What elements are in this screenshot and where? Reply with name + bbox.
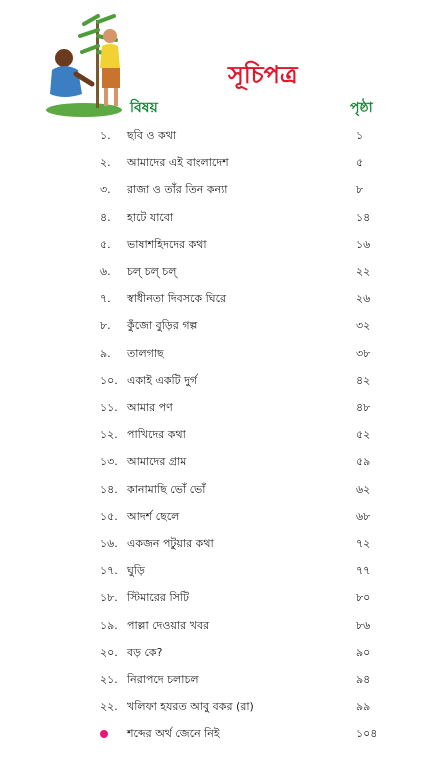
- toc-entry-title: আমাদের গ্রাম: [127, 455, 187, 469]
- toc-entry-page: ২৬: [356, 292, 371, 306]
- toc-entry-title: রাজা ও তাঁর তিন কন্যা: [127, 183, 228, 197]
- toc-entry-number: ২১.: [100, 673, 118, 686]
- toc-entry-title: পাখিদের কথা: [127, 428, 186, 442]
- page-column-header: পৃষ্ঠা: [350, 100, 373, 116]
- toc-entry-title: একজন পটুয়ার কথা: [127, 537, 214, 550]
- toc-entry-page: ৭২: [356, 537, 371, 550]
- toc-entry[interactable]: [0, 588, 432, 608]
- toc-entry[interactable]: [0, 643, 432, 663]
- toc-entry[interactable]: [0, 126, 432, 146]
- toc-entry-page: ৬২: [356, 482, 371, 496]
- toc-entry-title: বড় কে?: [127, 645, 163, 659]
- toc-entry-title: ঘুড়ি: [127, 564, 145, 578]
- toc-entry-number: ২.: [100, 156, 111, 170]
- toc-entry-page: ৯৯: [356, 700, 371, 714]
- toc-entry-number: ১৩.: [100, 455, 118, 469]
- toc-entry-page: ১৪: [356, 210, 371, 224]
- toc-entry-page: ৪২: [356, 373, 371, 387]
- toc-entry[interactable]: [0, 153, 432, 173]
- toc-entry-number: ১৪.: [100, 482, 118, 496]
- toc-entry-page: ৭৭: [356, 564, 371, 578]
- toc-entry-page: ১: [356, 129, 364, 142]
- toc-entry-page: ৯০: [356, 645, 371, 659]
- toc-entry-number: ৩.: [100, 183, 111, 197]
- toc-entry[interactable]: [0, 452, 432, 472]
- toc-entry-page: ৮০: [356, 591, 371, 605]
- toc-entry-number: ১০.: [100, 373, 118, 387]
- toc-entry[interactable]: [0, 208, 432, 228]
- page-title: সূচিপত্র: [228, 61, 298, 89]
- toc-entry-title: একাই একটি দুর্গ: [127, 373, 198, 387]
- toc-entry-title: খলিফা হযরত আবু বকর (রা): [127, 700, 254, 714]
- toc-entry-title: শব্দের অর্থ জেনে নিই: [127, 727, 220, 741]
- toc-entry-page: ৬৮: [356, 509, 371, 523]
- toc-entry-title: স্বাধীনতা দিবসকে ঘিরে: [127, 292, 227, 306]
- toc-entry-number: ৮.: [100, 319, 111, 333]
- toc-entry[interactable]: [0, 235, 432, 255]
- bullet-icon: [100, 730, 108, 738]
- toc-entry-title: হাটে যাবো: [127, 210, 174, 224]
- toc-entry-page: ৩২: [356, 319, 371, 333]
- toc-entry[interactable]: [0, 344, 432, 364]
- toc-entry-page: ৪৮: [356, 401, 371, 414]
- toc-entry-number: ১৮.: [100, 591, 118, 605]
- toc-entry-title: তালগাছ: [127, 346, 164, 360]
- toc-entry-number: ৬.: [100, 265, 111, 278]
- toc-entry[interactable]: [0, 425, 432, 445]
- toc-entry-page: ৫৯: [356, 455, 371, 469]
- toc-entry-title: আদর্শ ছেলে: [127, 509, 180, 523]
- toc-entry[interactable]: [0, 507, 432, 527]
- toc-entry-number: ১৬.: [100, 537, 118, 550]
- toc-entry-number: ১.: [100, 129, 111, 142]
- toc-entry[interactable]: [0, 670, 432, 690]
- toc-entry-title: ছবি ও কথা: [127, 129, 177, 142]
- subject-column-header: বিষয়: [130, 100, 158, 116]
- toc-entry-title: পাল্লা দেওয়ার খবর: [127, 618, 210, 632]
- toc-entry[interactable]: [0, 697, 432, 717]
- toc-entry-page: ৫: [356, 156, 364, 170]
- toc-entry-number: ৭.: [100, 292, 111, 306]
- toc-entry-page: ৮: [356, 183, 364, 197]
- toc-entry-title: কুঁজো বুড়ির গল্প: [127, 319, 198, 333]
- toc-entry[interactable]: [0, 398, 432, 418]
- toc-entry-page: ৫২: [356, 428, 371, 442]
- toc-entry[interactable]: [0, 316, 432, 336]
- toc-entry-number: ১৯.: [100, 618, 118, 632]
- toc-entry-number: ১১.: [100, 401, 118, 414]
- toc-entry-number: ৯.: [100, 346, 111, 360]
- toc-entry-page: ১৬: [356, 237, 371, 251]
- toc-entry[interactable]: [0, 534, 432, 554]
- toc-entry[interactable]: [0, 480, 432, 500]
- toc-entry-title: স্টিমারের সিটি: [127, 591, 190, 605]
- toc-entry[interactable]: [0, 616, 432, 636]
- toc-entry-number: ৪.: [100, 210, 111, 224]
- toc-entry-page: ২২: [356, 265, 371, 278]
- toc-entry-number: ৫.: [100, 237, 111, 251]
- toc-entry-number: ২০.: [100, 645, 118, 659]
- toc-entry-title: আমাদের এই বাংলাদেশ: [127, 156, 229, 170]
- toc-entry-number: ২২.: [100, 700, 118, 714]
- toc-entry[interactable]: [0, 371, 432, 391]
- toc-entry-title: আমার পণ: [127, 401, 173, 414]
- toc-entry[interactable]: [0, 262, 432, 282]
- toc-entry-title: নিরাপদে চলাচল: [127, 673, 199, 686]
- toc-entry[interactable]: [0, 180, 432, 200]
- toc-entry-title: ভাষাশহিদদের কথা: [127, 237, 207, 251]
- toc-entry-number: ১৫.: [100, 509, 118, 523]
- tree-planting-illustration: [44, 6, 134, 118]
- toc-entry-page: ৩৮: [356, 346, 371, 360]
- toc-entry-title: চল্ চল্ চল্: [127, 265, 177, 278]
- toc-entry[interactable]: [0, 724, 432, 744]
- toc-entry-page: ৮৬: [356, 618, 371, 632]
- toc-entry-page: ৯৪: [356, 673, 371, 686]
- toc-entry-page: ১০৪: [356, 727, 378, 741]
- toc-entry-number: ১২.: [100, 428, 118, 442]
- toc-entry-number: ১৭.: [100, 564, 118, 578]
- toc-entry[interactable]: [0, 561, 432, 581]
- toc-entry-title: কানামাছি ভোঁ ভোঁ: [127, 482, 206, 496]
- toc-entry[interactable]: [0, 289, 432, 309]
